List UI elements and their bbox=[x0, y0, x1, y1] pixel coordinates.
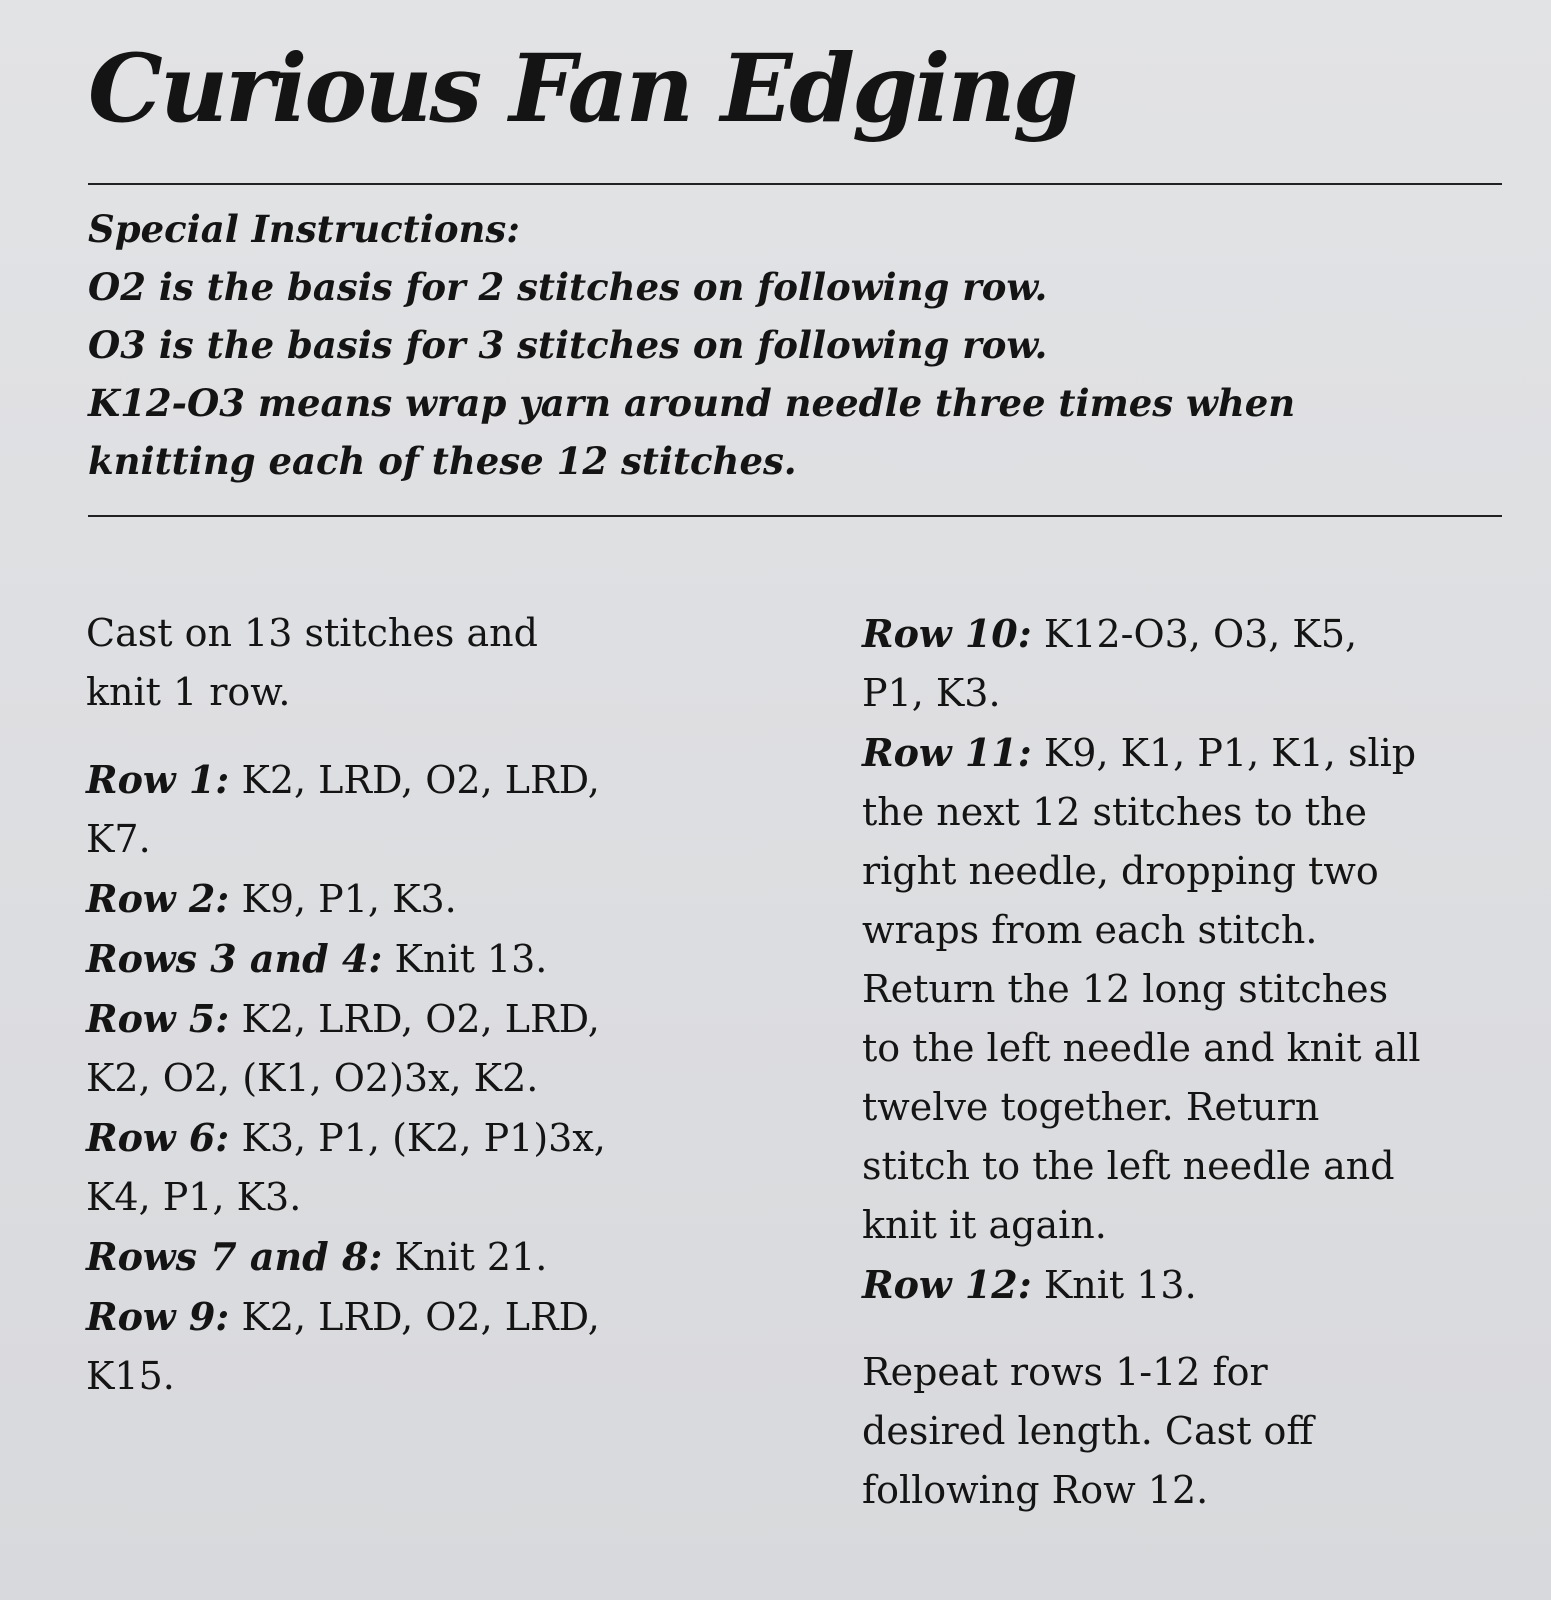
row-label: Row 10: bbox=[862, 611, 1032, 656]
row-text-continued: wraps from each stitch. bbox=[862, 908, 1318, 952]
intro-line: knit 1 row. bbox=[86, 670, 291, 714]
row-text-continued: the next 12 stitches to the bbox=[862, 790, 1367, 834]
row-label: Rows 3 and 4: bbox=[86, 936, 383, 981]
row-9-instruction bbox=[86, 1287, 706, 1347]
row-5-instruction bbox=[86, 989, 706, 1049]
repeat-line: desired length. Cast off bbox=[862, 1409, 1314, 1453]
row-label: Row 12: bbox=[862, 1262, 1032, 1307]
left-column bbox=[86, 604, 706, 1406]
row-text: Knit 13. bbox=[1043, 1263, 1197, 1307]
special-instruction-line: K12-O3 means wrap yarn around needle three times when bbox=[88, 381, 1296, 425]
special-instructions bbox=[88, 200, 1508, 490]
row-text-continued: K15. bbox=[86, 1354, 175, 1398]
row-text: K2, LRD, O2, LRD, bbox=[241, 758, 600, 802]
row-label: Row 2: bbox=[86, 876, 230, 921]
row-label: Row 9: bbox=[86, 1294, 230, 1339]
row-label: Row 11: bbox=[862, 730, 1032, 775]
row-1-instruction bbox=[86, 750, 706, 810]
top-divider bbox=[88, 183, 1502, 185]
row-text: K9, K1, P1, K1, slip bbox=[1043, 731, 1417, 775]
special-instruction-line: O3 is the basis for 3 stitches on following row. bbox=[88, 323, 1048, 367]
repeat-line: Repeat rows 1-12 for bbox=[862, 1350, 1268, 1394]
special-instructions-heading: Special Instructions: bbox=[88, 207, 520, 251]
special-instruction-line: O2 is the basis for 2 stitches on following row. bbox=[88, 265, 1048, 309]
row-text-continued: P1, K3. bbox=[862, 671, 1001, 715]
row-text-continued: K4, P1, K3. bbox=[86, 1175, 302, 1219]
row-label: Rows 7 and 8: bbox=[86, 1234, 383, 1279]
intro-line: Cast on 13 stitches and bbox=[86, 611, 538, 655]
row-text-continued: to the left needle and knit all bbox=[862, 1026, 1421, 1070]
row-text: K9, P1, K3. bbox=[241, 877, 457, 921]
row-12-instruction bbox=[862, 1255, 1512, 1315]
row-label: Row 6: bbox=[86, 1115, 230, 1160]
row-text: K3, P1, (K2, P1)3x, bbox=[241, 1116, 606, 1160]
spacer bbox=[862, 1315, 1512, 1343]
row-text: Knit 13. bbox=[394, 937, 548, 981]
bottom-divider bbox=[88, 515, 1502, 517]
row-2-instruction bbox=[86, 869, 706, 929]
row-text: K2, LRD, O2, LRD, bbox=[241, 997, 600, 1041]
page-title: Curious Fan Edging bbox=[88, 34, 1076, 144]
row-10-instruction bbox=[862, 604, 1512, 664]
rows-7-8-instruction bbox=[86, 1227, 706, 1287]
row-text-continued: stitch to the left needle and bbox=[862, 1144, 1395, 1188]
row-text-continued: twelve together. Return bbox=[862, 1085, 1320, 1129]
row-11-instruction bbox=[862, 723, 1512, 783]
row-text-continued: Return the 12 long stitches bbox=[862, 967, 1389, 1011]
row-text-continued: K2, O2, (K1, O2)3x, K2. bbox=[86, 1056, 539, 1100]
right-column bbox=[862, 604, 1512, 1520]
row-label: Row 5: bbox=[86, 996, 230, 1041]
row-text-continued: right needle, dropping two bbox=[862, 849, 1379, 893]
row-text-continued: K7. bbox=[86, 817, 151, 861]
row-text-continued: knit it again. bbox=[862, 1203, 1107, 1247]
row-text: Knit 21. bbox=[394, 1235, 548, 1279]
special-instruction-line: knitting each of these 12 stitches. bbox=[88, 439, 797, 483]
rows-3-4-instruction bbox=[86, 929, 706, 989]
row-text: K12-O3, O3, K5, bbox=[1043, 612, 1358, 656]
row-6-instruction bbox=[86, 1108, 706, 1168]
spacer bbox=[86, 722, 706, 750]
row-label: Row 1: bbox=[86, 757, 230, 802]
repeat-line: following Row 12. bbox=[862, 1468, 1209, 1512]
row-text: K2, LRD, O2, LRD, bbox=[241, 1295, 600, 1339]
